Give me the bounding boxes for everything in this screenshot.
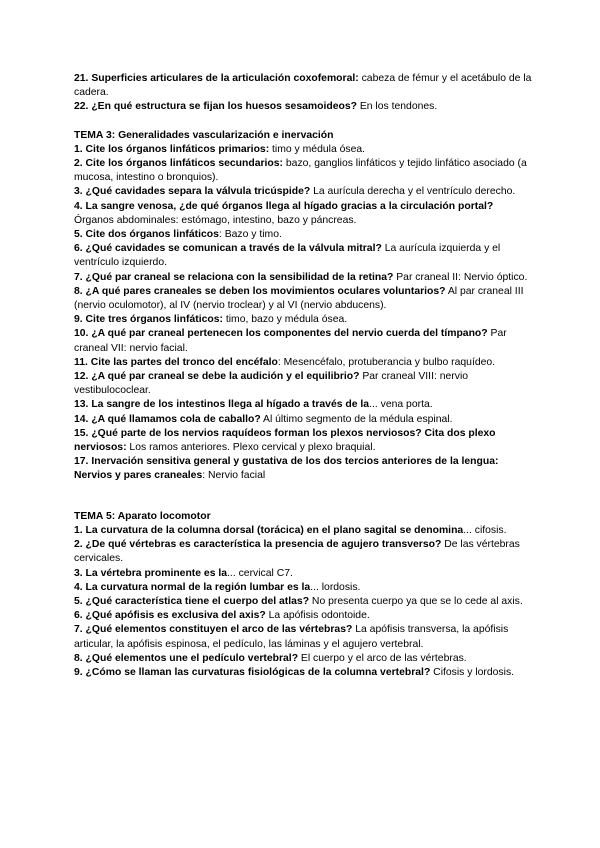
question: 4. La curvatura normal de la región lumbar es la xyxy=(74,581,311,593)
question: 8. ¿Qué elementos une el pedículo vertebral? xyxy=(74,652,299,664)
answer: Los ramos anteriores. Plexo cervical y plexo braquial. xyxy=(126,442,376,454)
qa-item xyxy=(74,581,534,595)
qa-item xyxy=(74,538,534,566)
question: 11. Cite las partes del tronco del encéfalo xyxy=(74,356,278,368)
question: 7. ¿Qué elementos constituyen el arco de las vértebras? xyxy=(74,624,353,636)
answer: : Mesencéfalo, protuberancia y bulbo raquídeo. xyxy=(277,356,496,368)
section-title: TEMA 3: Generalidades vascularización e inervación xyxy=(74,129,334,141)
answer: bazo, ganglios linfáticos y tejido linfático asociado (a mucosa, intestino o bronquios). xyxy=(74,158,527,184)
question: 3. La vértebra prominente es la xyxy=(74,567,228,579)
qa-item xyxy=(74,72,534,100)
question: 9. ¿Cómo se llaman las curvaturas fisiológicas de la columna vertebral? xyxy=(74,666,431,678)
answer: No presenta cuerpo ya que se lo cede al axis. xyxy=(309,595,523,607)
question: 7. ¿Qué par craneal se relaciona con la sensibilidad de la retina? xyxy=(74,271,394,283)
qa-item xyxy=(74,666,534,680)
section-2 xyxy=(74,129,534,484)
answer: : Nervio facial xyxy=(202,470,266,482)
qa-item xyxy=(74,609,534,623)
qa-item xyxy=(74,427,534,455)
qa-item xyxy=(74,652,534,666)
question: 21. Superficies articulares de la articulación coxofemoral: xyxy=(74,73,359,84)
question: 8. ¿A qué pares craneales se deben los movimientos oculares voluntarios? xyxy=(74,285,446,297)
answer: Par craneal II: Nervio óptico. xyxy=(393,271,528,283)
qa-item xyxy=(74,157,534,185)
qa-item xyxy=(74,595,534,609)
qa-item xyxy=(74,413,534,427)
question: 10. ¿A qué par craneal pertenecen los componentes del nervio cuerda del tímpano? xyxy=(74,328,488,340)
answer: : Bazo y timo. xyxy=(218,229,282,241)
question: 12. ¿A qué par craneal se debe la audición y el equilibrio? xyxy=(74,371,360,383)
answer: timo y médula ósea. xyxy=(269,143,366,155)
question: 3. ¿Qué cavidades separa la válvula tricúspide? xyxy=(74,186,311,198)
answer: La aurícula izquierda y el ventrículo izquierdo. xyxy=(74,243,501,269)
qa-item xyxy=(74,313,534,327)
question: 2. Cite los órganos linfáticos secundarios: xyxy=(74,158,284,170)
question: 6. ¿Qué cavidades se comunican a través de la válvula mitral? xyxy=(74,243,382,255)
question: 22. ¿En qué estructura se fijan los huesos sesamoideos? xyxy=(74,101,357,113)
answer: ... lordosis. xyxy=(310,581,361,593)
qa-item xyxy=(74,356,534,370)
qa-item xyxy=(74,242,534,270)
answer: Cifosis y lordosis. xyxy=(430,666,515,678)
qa-item xyxy=(74,143,534,157)
answer: El cuerpo y el arco de las vértebras. xyxy=(298,652,467,664)
qa-item xyxy=(74,285,534,313)
question: 14. ¿A qué llamamos cola de caballo? xyxy=(74,413,261,425)
answer: La apófisis odontoide. xyxy=(265,610,370,622)
question: 17. Inervación sensitiva general y gustativa de los dos tercios anteriores de la lengua: Nervios y pares craneales xyxy=(74,456,499,482)
answer: En los tendones. xyxy=(356,101,438,113)
answer: ... vena porta. xyxy=(369,399,433,411)
qa-item xyxy=(74,455,534,483)
answer: La apófisis transversa, la apófisis articular, la apófisis espinosa, el pedículo, las láminas y el agujero vertebral. xyxy=(74,624,509,650)
qa-item xyxy=(74,623,534,651)
section-title: TEMA 5: Aparato locomotor xyxy=(74,510,211,522)
answer: Par craneal VIII: nervio vestibulococlear. xyxy=(74,371,469,397)
question: 1. La curvatura de la columna dorsal (torácica) en el plano sagital se denomina xyxy=(74,524,464,536)
question: 13. La sangre de los intestinos llega al hígado a través de la xyxy=(74,399,370,411)
question: 4. La sangre venosa, ¿de qué órganos llega al hígado gracias a la circulación portal? xyxy=(74,200,494,212)
qa-item xyxy=(74,370,534,398)
question: 5. ¿Qué característica tiene el cuerpo del atlas? xyxy=(74,595,310,607)
answer: ... cifosis. xyxy=(463,524,507,536)
qa-item xyxy=(74,228,534,242)
answer: ... cervical C7. xyxy=(227,567,293,579)
question: 9. Cite tres órganos linfáticos: xyxy=(74,314,223,326)
answer: timo, bazo y médula ósea. xyxy=(222,314,348,326)
answer: De las vértebras cervicales. xyxy=(74,539,520,565)
answer: Al último segmento de la médula espinal. xyxy=(260,413,453,425)
answer: La aurícula derecha y el ventrículo derecho. xyxy=(310,186,516,198)
answer: Al par craneal III (nervio oculomotor), al IV (nervio troclear) y al VI (nervio abducens). xyxy=(74,285,524,312)
answer: Par craneal VII: nervio facial. xyxy=(74,328,507,354)
section-1 xyxy=(74,72,534,115)
question: 15. ¿Qué parte de los nervios raquídeos forman los plexos nerviosos? Cita dos plexo nerviosos: xyxy=(74,427,496,454)
qa-item xyxy=(74,100,534,114)
question: 2. ¿De qué vértebras es característica la presencia de agujero transverso? xyxy=(74,539,442,551)
qa-item xyxy=(74,398,534,412)
qa-item xyxy=(74,185,534,199)
document-page xyxy=(74,72,534,680)
qa-item xyxy=(74,567,534,581)
question: 6. ¿Qué apófisis es exclusiva del axis? xyxy=(74,610,266,622)
qa-item xyxy=(74,271,534,285)
answer: cabeza de fémur y el acetábulo de la cadera. xyxy=(74,73,532,99)
qa-item xyxy=(74,327,534,355)
question: 1. Cite los órganos linfáticos primarios: xyxy=(74,143,270,155)
section-3 xyxy=(74,510,534,680)
answer: Órganos abdominales: estómago, intestino, bazo y páncreas. xyxy=(74,214,357,226)
qa-item xyxy=(74,200,534,228)
qa-item xyxy=(74,524,534,538)
question: 5. Cite dos órganos linfáticos xyxy=(74,229,219,241)
